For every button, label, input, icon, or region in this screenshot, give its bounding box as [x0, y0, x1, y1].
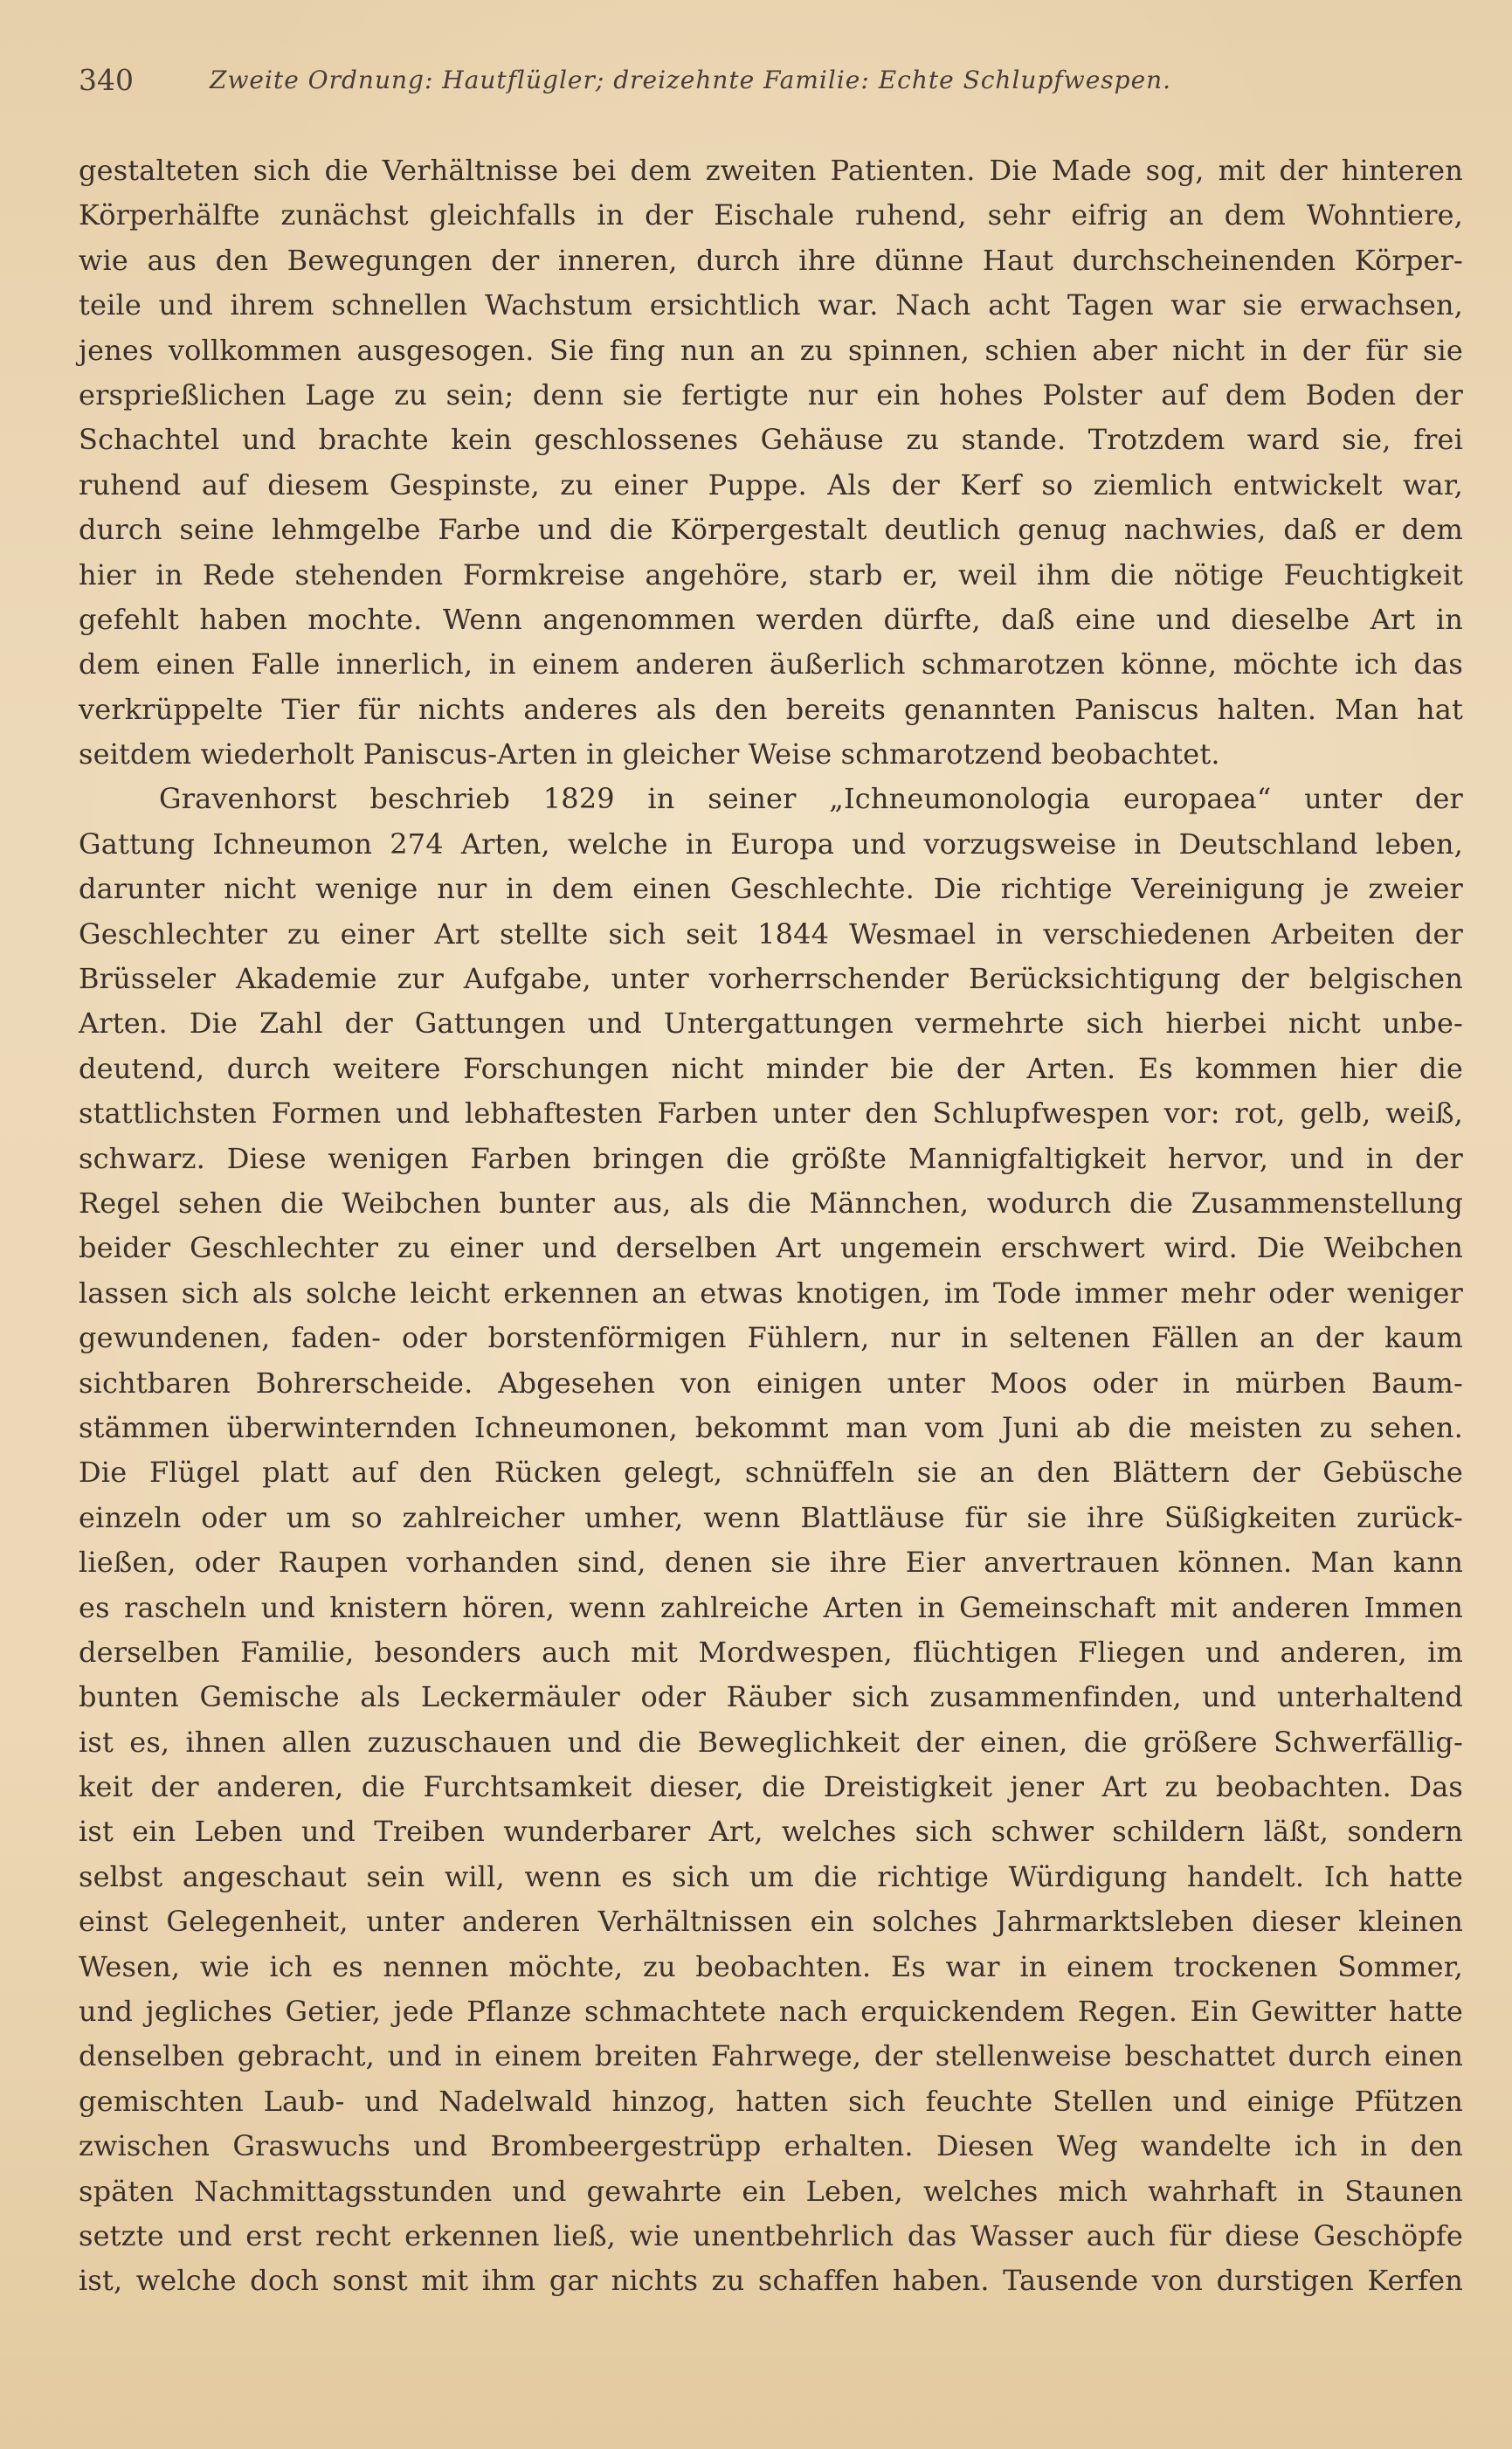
text-line: ruhend auf diesem Gespinste, zu einer Puppe. Als der Kerf so ziemlich entwickelt war,	[79, 467, 1463, 502]
text-line: und jegliches Getier, jede Pflanze schmachtete nach erquickendem Regen. Ein Gewitter hatte	[79, 1995, 1463, 2029]
text-line: lassen sich als solche leicht erkennen an etwas knotigen, im Tode immer mehr oder weniger	[79, 1276, 1463, 1310]
text-line: Körperhälfte zunächst gleichfalls in der Eischale ruhend, sehr eifrig an dem Wohntiere,	[79, 198, 1463, 232]
text-line: derselben Familie, besonders auch mit Mordwespen, flüchtigen Fliegen und anderen, im	[79, 1635, 1463, 1669]
paragraph	[79, 777, 1463, 2303]
text-line: Schachtel und brachte kein geschlossenes Gehäuse zu stande. Trotzdem ward sie, frei	[79, 423, 1463, 457]
text-line: Brüsseler Akademie zur Aufgabe, unter vorherrschender Berücksichtigung der belgischen	[79, 962, 1463, 996]
text-line: Regel sehen die Weibchen bunter aus, als die Männchen, wodurch die Zusammenstellung	[79, 1186, 1463, 1220]
text-line: selbst angeschaut sein will, wenn es sich um die richtige Würdigung handelt. Ich hatte	[79, 1859, 1463, 1893]
body-text	[79, 149, 1463, 2304]
text-line: ließen, oder Raupen vorhanden sind, denen sie ihre Eier anvertrauen können. Man kann	[79, 1546, 1463, 1580]
text-line: beider Geschlechter zu einer und derselben Art ungemein erschwert wird. Die Weibchen	[79, 1231, 1463, 1265]
text-line: Arten. Die Zahl der Gattungen und Untergattungen vermehrte sich hierbei nicht unbe-	[79, 1007, 1463, 1041]
text-line: hier in Rede stehenden Formkreise angehöre, starb er, weil ihm die nötige Feuchtigkeit	[79, 557, 1463, 591]
text-line: zwischen Graswuchs und Brombeergestrüpp erhalten. Diesen Weg wandelte ich in den	[79, 2129, 1463, 2163]
text-line: späten Nachmittagsstunden und gewahrte ein Leben, welches mich wahrhaft in Staunen	[79, 2174, 1463, 2208]
text-line: stämmen überwinternden Ichneumonen, bekommt man vom Juni ab die meisten zu sehen.	[79, 1410, 1463, 1444]
text-line: gemischten Laub- und Nadelwald hinzog, hatten sich feuchte Stellen und einige Pfützen	[79, 2084, 1463, 2118]
text-line: dem einen Falle innerlich, in einem anderen äußerlich schmarotzen könne, möchte ich das	[79, 647, 1463, 681]
text-line: gefehlt haben mochte. Wenn angenommen werden dürfte, daß eine und dieselbe Art in	[79, 602, 1463, 636]
text-line: ersprießlichen Lage zu sein; denn sie fertigte nur ein hohes Polster auf dem Boden der	[79, 377, 1463, 412]
text-line: wie aus den Bewegungen der inneren, durch ihre dünne Haut durchscheinenden Körper-	[79, 243, 1463, 277]
text-line: Die Flügel platt auf den Rücken gelegt, schnüffeln sie an den Blättern der Gebüsche	[79, 1456, 1463, 1490]
text-line: teile und ihrem schnellen Wachstum ersichtlich war. Nach acht Tagen war sie erwachsen,	[79, 288, 1463, 322]
text-line: gewundenen, faden- oder borstenförmigen Fühlern, nur in seltenen Fällen an der kaum	[79, 1321, 1463, 1355]
text-line: gestalteten sich die Verhältnisse bei dem zweiten Patienten. Die Made sog, mit der hinteren	[79, 154, 1463, 187]
text-line: bunten Gemische als Leckermäuler oder Räuber sich zusammenfinden, und unterhaltend	[79, 1680, 1463, 1714]
page-number: 340	[79, 63, 134, 97]
running-head	[79, 54, 1463, 107]
text-line: stattlichsten Formen und lebhaftesten Farben unter den Schlupfwespen vor: rot, gelb, weiß,	[79, 1097, 1463, 1131]
text-line: keit der anderen, die Furchtsamkeit dieser, die Dreistigkeit jener Art zu beobachten. Das	[79, 1770, 1463, 1804]
text-line: jenes vollkommen ausgesogen. Sie fing nun an zu spinnen, schien aber nicht in der für sie	[79, 333, 1463, 367]
text-line: schwarz. Diese wenigen Farben bringen die größte Mannigfaltigkeit hervor, und in der	[79, 1141, 1463, 1175]
text-line: es rascheln und knistern hören, wenn zahlreiche Arten in Gemeinschaft mit anderen Immen	[79, 1590, 1463, 1624]
text-line: deutend, durch weitere Forschungen nicht minder bie der Arten. Es kommen hier die	[79, 1051, 1463, 1085]
text-line: ist, welche doch sonst mit ihm gar nichts zu schaffen haben. Tausende von durstigen Kerfen	[79, 2264, 1463, 2298]
text-line: ist es, ihnen allen zuzuschauen und die Beweglichkeit der einen, die größere Schwerfällig-	[79, 1725, 1463, 1759]
text-line: durch seine lehmgelbe Farbe und die Körpergestalt deutlich genug nachwies, daß er dem	[79, 513, 1463, 547]
running-head-title: Zweite Ordnung: Hautflügler; dreizehnte Familie: Echte Schlupfwespen.	[210, 66, 1172, 94]
book-page	[79, 54, 1463, 2304]
text-line: Gattung Ichneumon 274 Arten, welche in Europa und vorzugsweise in Deutschland leben,	[79, 827, 1463, 861]
text-line: darunter nicht wenige nur in dem einen Geschlechte. Die richtige Vereinigung je zweier	[79, 872, 1463, 906]
text-line: verkrüppelte Tier für nichts anderes als den bereits genannten Paniscus halten. Man hat	[79, 692, 1463, 726]
text-line: Gravenhorst beschrieb 1829 in seiner „Ichneumonologia europaea“ unter der	[159, 782, 1463, 816]
text-line: setzte und erst recht erkennen ließ, wie unentbehrlich das Wasser auch für diese Geschöpfe	[79, 2218, 1463, 2252]
text-line: denselben gebracht, und in einem breiten Fahrwege, der stellenweise beschattet durch einen	[79, 2039, 1463, 2073]
text-line: Wesen, wie ich es nennen möchte, zu beobachten. Es war in einem trockenen Sommer,	[79, 1949, 1463, 1983]
text-line: sichtbaren Bohrerscheide. Abgesehen von einigen unter Moos oder in mürben Baum-	[79, 1366, 1463, 1400]
paragraph	[79, 149, 1463, 777]
text-line: einzeln oder um so zahlreicher umher, wenn Blattläuse für sie ihre Süßigkeiten zurück-	[79, 1500, 1463, 1534]
text-line: ist ein Leben und Treiben wunderbarer Art, welches sich schwer schildern läßt, sondern	[79, 1815, 1463, 1849]
text-line: seitdem wiederholt Paniscus-Arten in gleicher Weise schmarotzend beobachtet.	[79, 737, 1220, 771]
text-line: Geschlechter zu einer Art stellte sich seit 1844 Wesmael in verschiedenen Arbeiten der	[79, 917, 1463, 951]
text-line: einst Gelegenheit, unter anderen Verhältnissen ein solches Jahrmarktsleben dieser kleinen	[79, 1905, 1463, 1939]
